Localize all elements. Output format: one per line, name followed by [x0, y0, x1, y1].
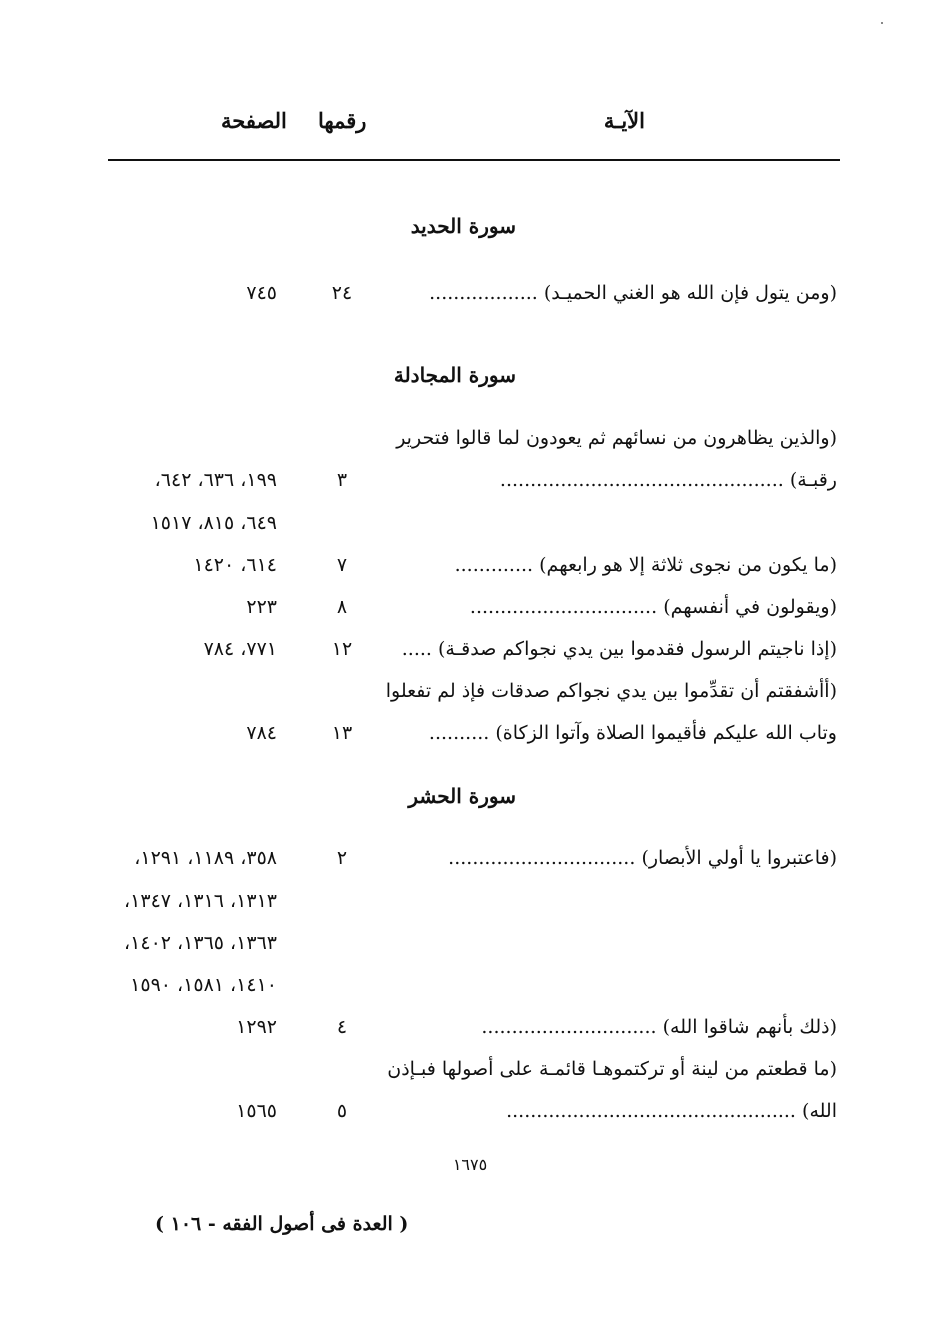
verse-number: ١٣	[331, 722, 353, 744]
verse-entry	[481, 1015, 837, 1039]
verse-entry	[470, 595, 837, 619]
page-refs-cont: ١٤١٠، ١٥٨١، ١٥٩٠	[130, 974, 277, 996]
verse-entry	[402, 637, 837, 661]
verse-number: ٢	[336, 847, 348, 869]
scan-speck	[881, 22, 883, 24]
surah-title-hashr: سورة الحشر	[408, 784, 516, 808]
verse-number: ٣	[336, 469, 348, 491]
header-rule	[108, 159, 840, 161]
verse-entry	[429, 281, 837, 305]
verse-text: (إذا ناجيتم الرسول فقدموا بين يدي نجواكم صدقـة)	[438, 638, 837, 660]
leader-dots: ...............................	[469, 596, 658, 618]
leader-dots: .............	[454, 554, 534, 576]
verse-text: (ومن يتول فإن الله هو الغني الحميـد)	[543, 282, 837, 304]
surah-title-mujadila: سورة المجادلة	[393, 363, 516, 387]
page-refs-cont: ١٣١٣، ١٣١٦، ١٣٤٧،	[124, 890, 277, 912]
table-header	[108, 108, 840, 148]
verse-text: الله)	[802, 1100, 837, 1122]
book-footer: ( العدة فى أصول الفقه - ١٠٦ )	[155, 1213, 409, 1235]
leader-dots: ...............................	[448, 847, 636, 869]
verse-number: ٧	[336, 554, 348, 576]
number-column-header: رقمها	[318, 108, 367, 133]
verse-entry	[500, 468, 837, 492]
leader-dots: ..........	[428, 722, 490, 744]
leader-dots: ................................................	[506, 1100, 796, 1122]
page-refs: ٧٨٤	[246, 722, 277, 744]
verse-text: (فاعتبروا يا أولي الأبصار)	[641, 847, 837, 869]
verse-number: ١٢	[331, 638, 353, 660]
verse-entry	[429, 721, 837, 745]
verse-entry	[455, 553, 837, 577]
verse-text-line1: (والذين يظاهرون من نسائهم ثم يعودون لما قالوا فتحرير	[396, 427, 837, 449]
verse-column-header: الآيـة	[603, 108, 645, 133]
verse-text: رقبـة)	[789, 469, 837, 491]
verse-text: (ويقولون في أنفسهم)	[663, 596, 837, 618]
leader-dots: ..................	[429, 282, 538, 304]
verse-text-line1: (ما قطعتم من لينة أو تركتموهـا قائمـة على أصولها فبـإذن	[387, 1058, 837, 1080]
leader-dots: .............................	[481, 1016, 657, 1038]
surah-title-hadid: سورة الحديد	[410, 214, 516, 238]
page-refs: ٢٢٣	[246, 596, 277, 618]
page-column-header: الصفحة	[221, 108, 287, 133]
verse-number: ٤	[336, 1016, 348, 1038]
verse-text: (ما يكون من نجوى ثلاثة إلا هو رابعهم)	[539, 554, 837, 576]
page-refs: ١٥٦٥	[236, 1100, 277, 1122]
page-refs: ٧٤٥	[246, 282, 277, 304]
page-refs: ٧٧١، ٧٨٤	[203, 638, 277, 660]
leader-dots: ...............................................	[499, 469, 784, 491]
verse-entry	[506, 1099, 837, 1123]
verse-number: ٨	[336, 596, 348, 618]
verse-text: وتاب الله عليكم فأقيموا الصلاة وآتوا الزكاة)	[495, 722, 837, 744]
page-refs: ١٩٩، ٦٣٦، ٦٤٢،	[154, 469, 277, 491]
verse-number: ٥	[336, 1100, 348, 1122]
verse-text: (ذلك بأنهم شاقوا الله)	[662, 1016, 837, 1038]
page-refs: ٦١٤، ١٤٢٠	[193, 554, 277, 576]
page-refs-cont: ١٣٦٣، ١٣٦٥، ١٤٠٢،	[124, 932, 277, 954]
page-refs: ٣٥٨، ١١٨٩، ١٢٩١،	[134, 847, 277, 869]
verse-number: ٢٤	[331, 282, 353, 304]
verse-text-line1: (أأشفقتم أن تقدِّموا بين يدي نجواكم صدقات فإذ لم تفعلوا	[385, 680, 837, 702]
leader-dots: .....	[401, 638, 432, 660]
page-number: ١٦٧٥	[452, 1155, 488, 1174]
page-refs-cont: ٦٤٩، ٨١٥، ١٥١٧	[150, 512, 277, 534]
verse-entry	[448, 846, 837, 870]
page-refs: ١٢٩٢	[236, 1016, 277, 1038]
